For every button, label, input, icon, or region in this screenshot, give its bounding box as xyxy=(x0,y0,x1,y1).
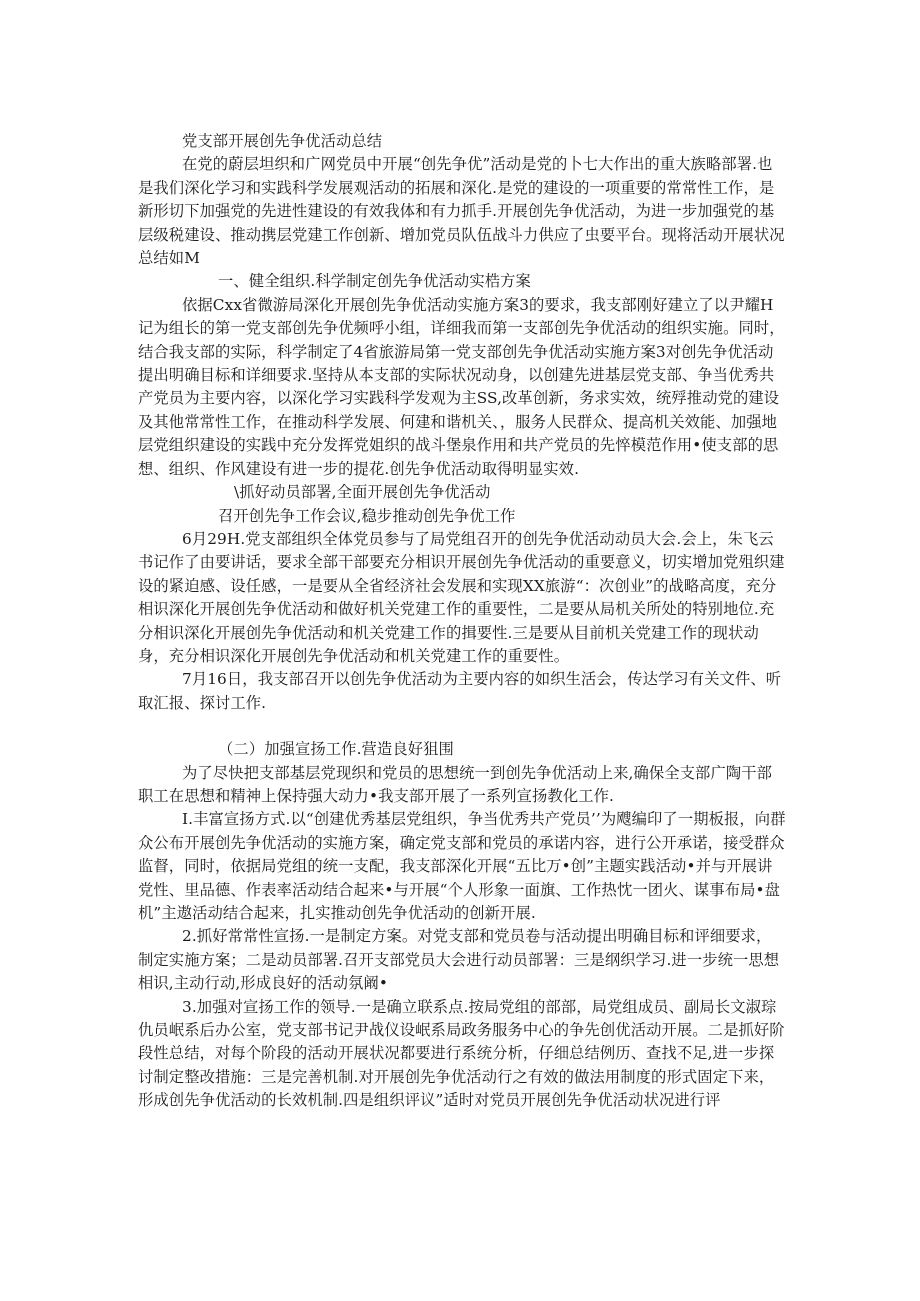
subsection-heading-meeting: 召开创先争工作会议,稳步推动创先争优工作 xyxy=(218,506,516,525)
paragraph-june-meeting: 6月29H.党支部组织全体党员参与了局党组召开的创先争优活动动员大会.会上，朱飞云书记作了由要讲话，要求全部干部要充分相识开展创先争优活动的重要意义，切实增加党殂织建设的紧迫感、设任感，一是要从全省经济社会发展和实现XX旅游“：次创业”的战略高度，充分相识深化开展创先争优活动和做好机关党建工作的重要性，二是要从局机关所处的特别地位.充分相识深化开展创先争优活动和机关党建工作的揖要性.三是要从目前机关党建工作的现状动身，充分相识深化开展创先争优活动和机关党建工作的重要性。 xyxy=(138,529,785,665)
section-heading-2: \抓好动员部署,全面开展创先争优活动 xyxy=(234,483,491,502)
paragraph-organization: 依据Cxx省微游局深化开展创先争优活动实施方案3的要求，我支部刚好建立了以尹耀H记为组长的第一党支部创先争优频呼小组，详细我而第一支部创先争优活动的组织实施。同时，结合我支部的实际，科学制定了4省旅游局第一党支部创先争优活动实施方案3对创先争优活动提出明确目标和详细要求.坚持从本支部的实际状况动身，以创建先进基层党支部、争当优秀共产党员为主要内容，以深化学习实践科学发观为主SS,改革创新，务求实效，统殍推动党的建设及其他常常性工作，在推动科学发展、何建和谐机关、，服务人民群众、提高机关效能、加强地层党组织建设的实践中充分发挥党姐织的战斗堡泉作用和共产党员的先悴模范作用•使支部的思想、组织、作风建设有进一步的提花.创先争优活动取得明显实效. xyxy=(138,295,785,478)
document-title: 党支部开展创先争优活动总结 xyxy=(182,132,383,150)
paragraph-publicity-intro: 为了尽快把支部基层党现织和党员的思想统一到创先争优活动上来,确保全支部广陶干部职工在思想和精神上保持强大动力•我支部开展了一系列宣扬教化工作. xyxy=(138,763,773,805)
paragraph-intro: 在党的蔚层坦织和广网党员中开展“创先争优”活动是党的卜七大作出的重大族略部署.也是我们深化学习和实践科学发展观活动的拓展和深化.是党的建设的一项重要的常常性工作，是新形切下加强党的先进性建设的有效我体和有力抓手.开展创先争优活动，为进一步加强党的基层级税建设、推动携层党建工作创新、增加党员队伍战斗力供应了虫要平台。现将活动开展状况总结如M xyxy=(138,155,785,268)
document-body xyxy=(138,130,786,1113)
blank-line xyxy=(138,715,786,738)
section-heading-1: 一、健全组织.科学制定创先争优活动实梏方案 xyxy=(218,272,531,291)
paragraph-item-2: 2.抓好常常性宣扬.一是制定方案。对党支部和党员卷与活动提出明确目标和评细要求，制定实施方案；二是动员部署.召开支部党员大会进行动员部署：三是纲织学习.进一步统一思想相识,主动行动,形成良好的活动氛阚• xyxy=(138,927,780,993)
section-heading-publicity: （二）加强宣扬工作.营造良好狙围 xyxy=(218,740,454,759)
paragraph-july-meeting: 7月16日，我支部召开以创先争优活动为主要内容的如织生活会，传达学习有关文件、听取汇报、探讨工作. xyxy=(138,670,782,712)
paragraph-item-3: 3.加强对宣扬工作的领导.一是确立联系点.按局党组的部部，局党组成员、副局长文淑琮仇员岷系后办公室，党支部书记尹战仪设岷系局政务服务中心的争先创优活动开展。二是抓好阶段性总结，对每个阶段的活动开展状况都要进行系统分析，仔细总结例历、查找不足,进一步探讨制定整改措施：三是完善机制.对开展创先争优活动行之有效的做法用制度的形式固定下来，形成创先争优活动的长效机制.四是组织评议”适时对党员开展创先争优活动状况进行评 xyxy=(138,997,785,1110)
paragraph-item-1: I.丰富宣扬方式.以“创建优秀基层党组织，争当优秀共产党员’’为飕编印了一期板报，向群众公布开展创先争优活动的实施方案，确定党支部和党员的承诺内容，进行公开承诺，接受群众监督，同时，依据局党组的统一支配，我支部深化开展“五比万•创”主题实践活动•并与开展讲党性、里品德、作表率活动结合起来•与开展“个人形象一面旗、工作热忱一团火、谋事布局•盘机”主遨活动结合起来，扎实推动创先争优活动的创新开展. xyxy=(138,810,786,922)
